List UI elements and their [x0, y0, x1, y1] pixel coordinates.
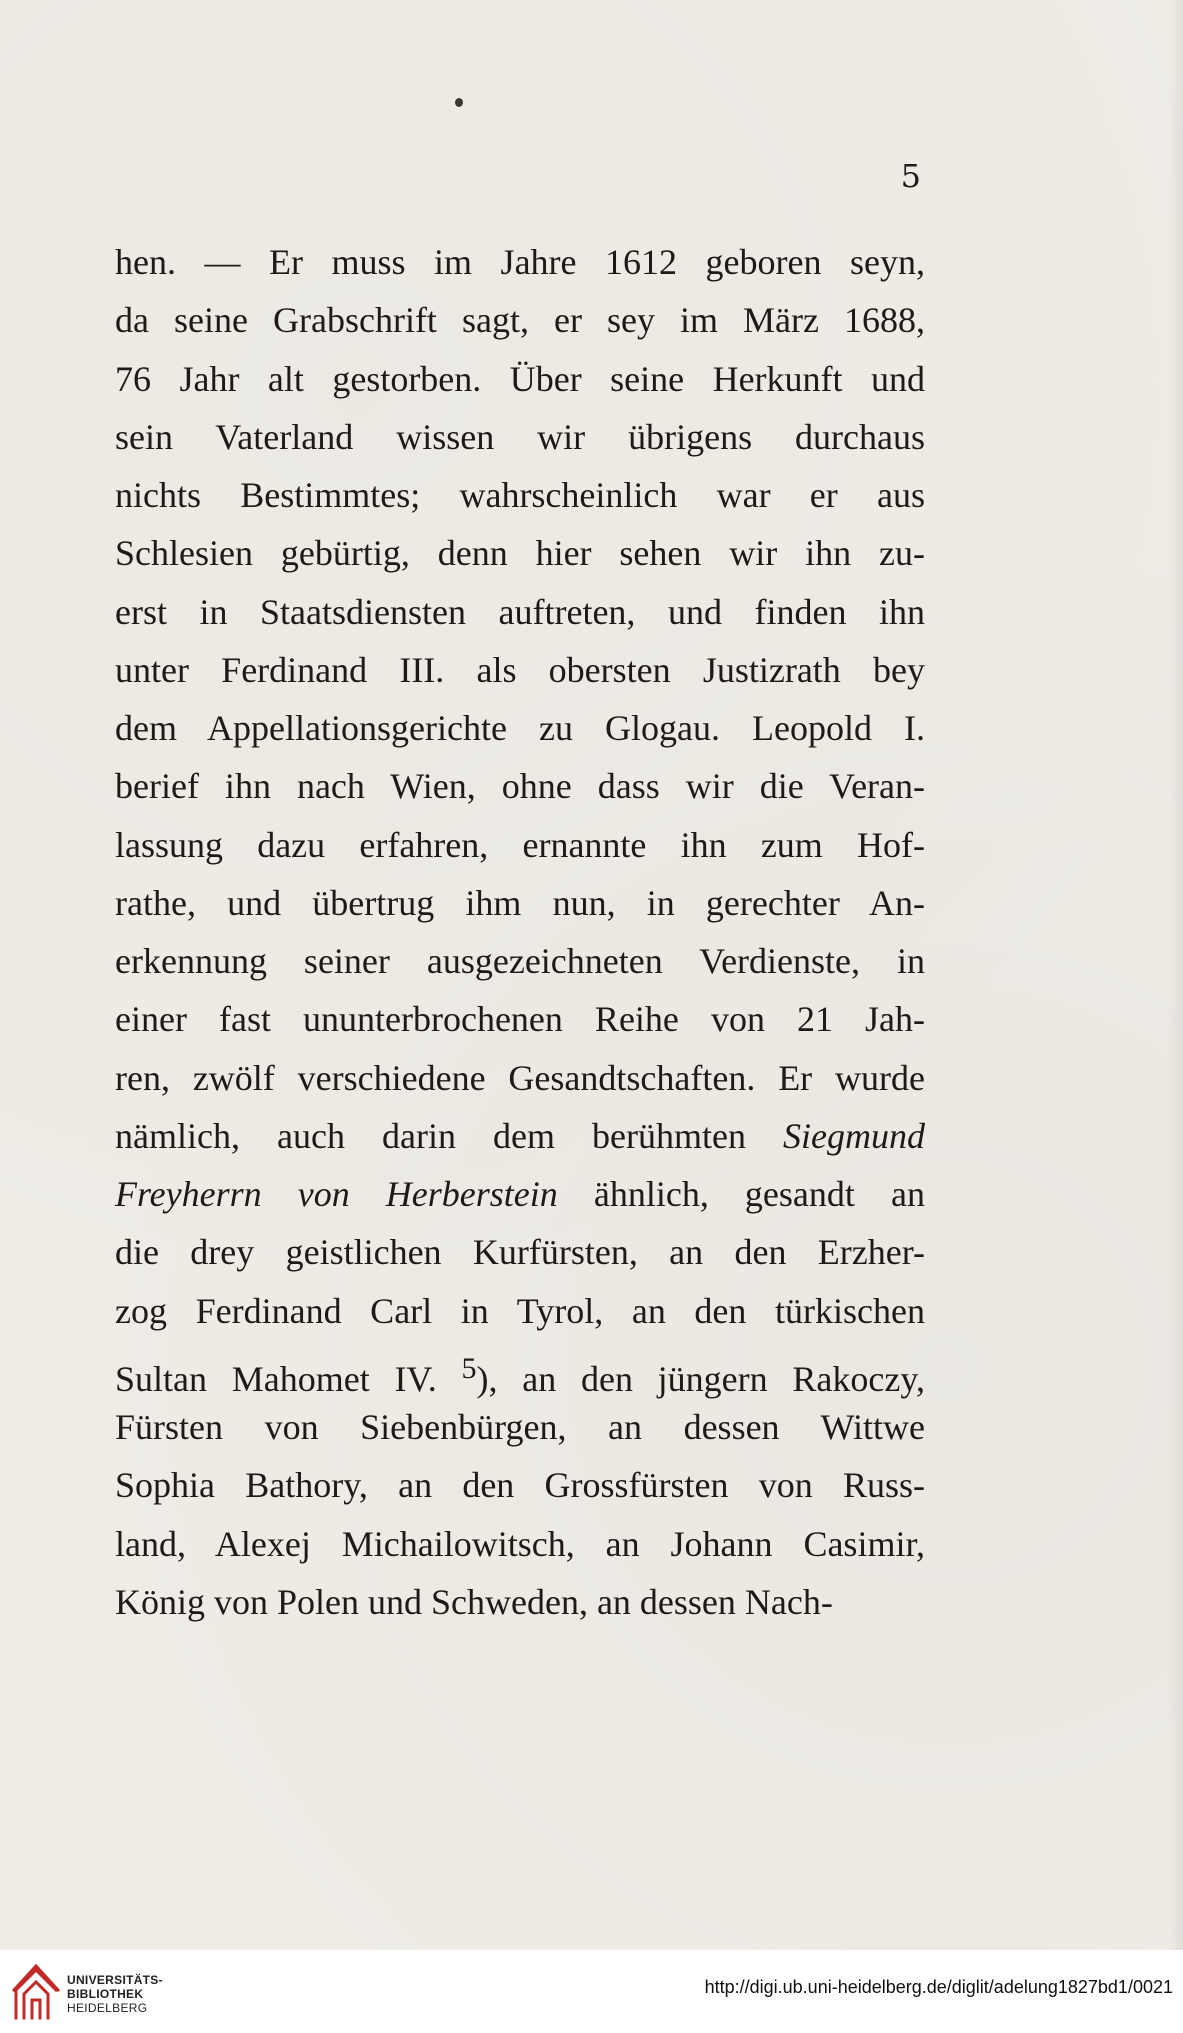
- library-name-line: BIBLIOTHEK: [67, 1987, 144, 2001]
- page-number: 5: [900, 157, 921, 195]
- text-line: [115, 1165, 925, 1223]
- body-text: [115, 233, 925, 1631]
- text-line: unter Ferdinand III. als obersten Justizrath bey: [115, 649, 925, 690]
- text-line: [115, 1107, 925, 1165]
- text-line: die drey geistlichen Kurfürsten, an den Erzher-: [115, 1232, 925, 1273]
- text-line: dem Appellationsgerichte zu Glogau. Leopold I.: [115, 708, 925, 748]
- text-line: [115, 1340, 925, 1398]
- text-line: lassung dazu erfahren, ernannte ihn zum Hof-: [115, 824, 925, 865]
- text-line: berief ihn nach Wien, ohne dass wir die Veran-: [115, 766, 925, 807]
- text-line: zog Ferdinand Carl in Tyrol, an den türkischen: [115, 1290, 925, 1331]
- library-logo-icon: [12, 1960, 60, 2022]
- footnote-marker: 5: [461, 1351, 477, 1385]
- text-line: rathe, und übertrug ihm nun, in gerechter An-: [115, 882, 925, 923]
- library-name-line: HEIDELBERG: [67, 2001, 148, 2015]
- text-line: 76 Jahr alt gestorben. Über seine Herkunft und: [115, 358, 925, 399]
- text-segment: ähnlich, gesandt an: [557, 1174, 925, 1214]
- ink-spot: [455, 98, 463, 107]
- text-line: König von Polen und Schweden, an dessen Nach-: [115, 1581, 833, 1622]
- page-edge-shadow: [1169, 0, 1183, 1950]
- italic-name: Siegmund: [783, 1115, 925, 1156]
- text-line: einer fast ununterbrochenen Reihe von 21 Jah-: [115, 999, 925, 1040]
- source-url-link[interactable]: http://digi.ub.uni-heidelberg.de/diglit/adelung1827bd1/0021: [704, 1977, 1173, 1997]
- library-name: [67, 1973, 163, 2015]
- library-name-line: UNIVERSITÄTS-: [67, 1973, 163, 1987]
- text-line: Schlesien gebürtig, denn hier sehen wir ihn zu-: [115, 533, 925, 574]
- italic-name: Freyherrn von Herberstein: [115, 1174, 558, 1214]
- text-line: Sophia Bathory, an den Grossfürsten von Russ-: [115, 1465, 925, 1506]
- text-line: Fürsten von Siebenbürgen, an dessen Wittwe: [115, 1407, 925, 1447]
- text-line: erkennung seiner ausgezeichneten Verdienste, in: [115, 941, 925, 981]
- text-line: ren, zwölf verschiedene Gesandtschaften. Er wurde: [115, 1057, 925, 1098]
- text-segment: nämlich, auch darin dem berühmten: [115, 1115, 784, 1156]
- text-line: sein Vaterland wissen wir übrigens durchaus: [115, 416, 925, 457]
- text-line: da seine Grabschrift sagt, er sey im März 1688,: [115, 300, 925, 341]
- text-line: hen. — Er muss im Jahre 1612 geboren seyn,: [115, 242, 925, 282]
- text-line: erst in Staatsdiensten auftreten, und finden ihn: [115, 591, 925, 632]
- text-segment: ), an den jüngern Rakoczy,: [476, 1358, 925, 1399]
- footer-bar: [0, 1950, 1183, 2033]
- text-line: land, Alexej Michailowitsch, an Johann Casimir,: [115, 1523, 925, 1564]
- text-segment: Sultan Mahomet IV.: [115, 1358, 462, 1399]
- text-line: nichts Bestimmtes; wahrscheinlich war er aus: [115, 475, 925, 515]
